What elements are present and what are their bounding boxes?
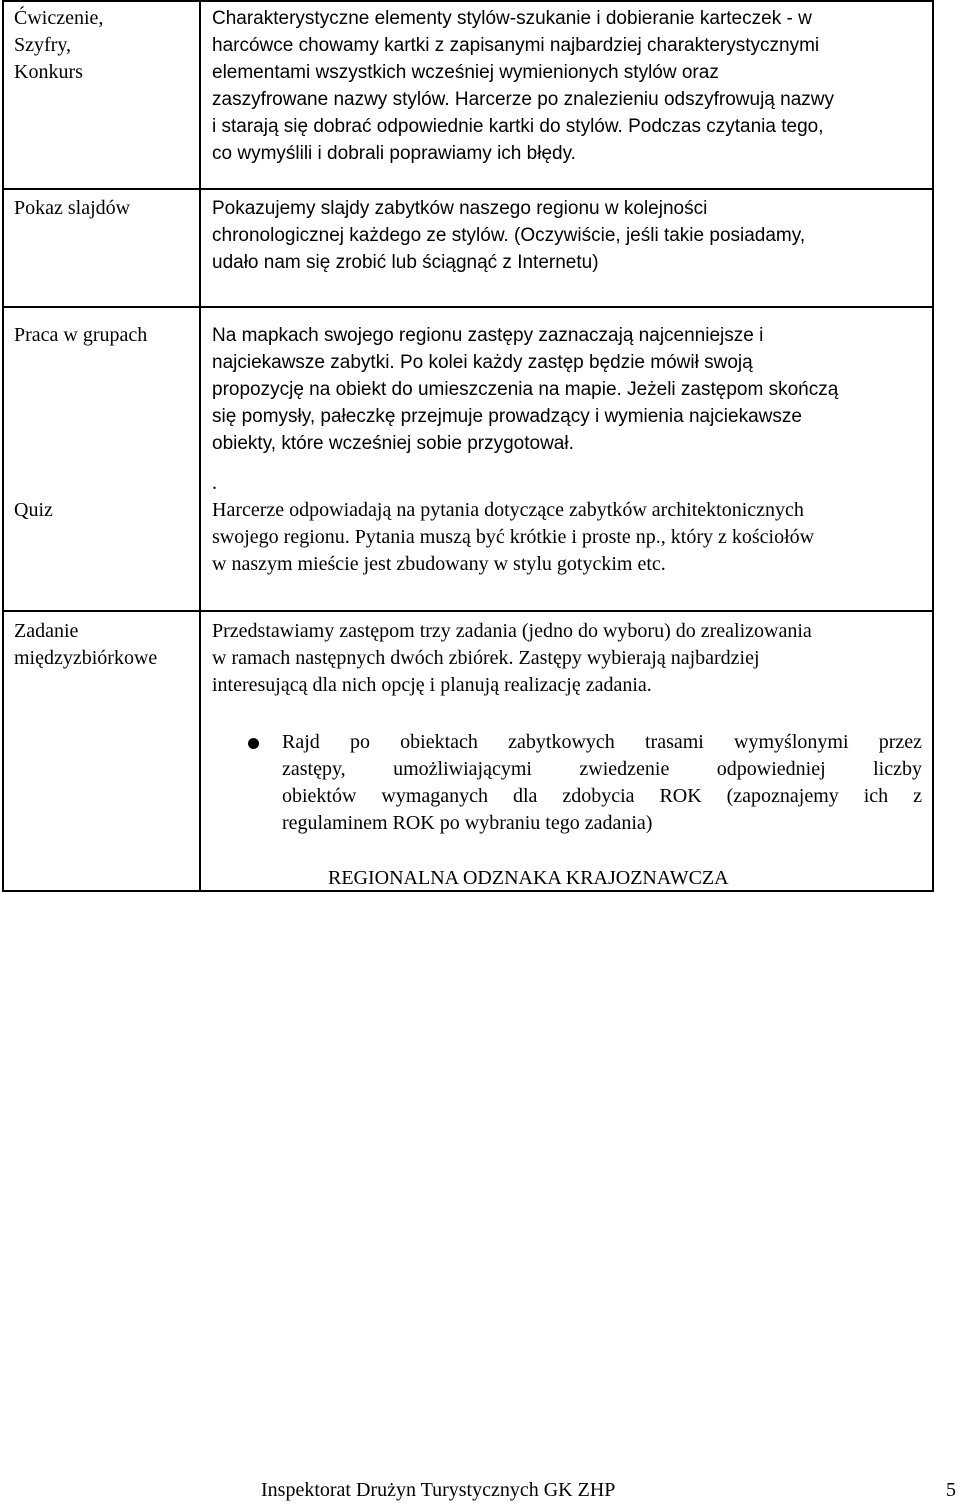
text-line: i starają się dobrać odpowiednie kartki do stylów. Podczas czytania tego, <box>212 116 824 137</box>
text-line: Rajd po obiektach zabytkowych trasami wymyślonymi przez <box>282 731 922 753</box>
text-line: propozycję na obiekt do umieszczenia na mapie. Jeżeli zastępom skończą <box>212 379 839 400</box>
text-line: udało nam się zrobić lub ściągnąć z Internetu) <box>212 252 599 273</box>
row-text-zadanie <box>212 618 924 699</box>
row-label-quiz <box>14 497 198 524</box>
table-column-divider <box>199 0 201 892</box>
trailing-dot <box>212 470 924 497</box>
page-number: 5 <box>946 1479 956 1501</box>
label-line: Szyfry, <box>14 34 72 56</box>
label-line: Praca w grupach <box>14 324 148 346</box>
text-line: Harcerze odpowiadają na pytania dotyczące zabytków architektonicznych <box>212 499 804 521</box>
footer-organization: Inspektorat Drużyn Turystycznych GK ZHP <box>261 1479 616 1501</box>
text-line: harcówce chowamy kartki z zapisanymi najbardziej charakterystycznymi <box>212 35 820 56</box>
label-line: Konkurs <box>14 61 83 83</box>
row-label-cwiczenie <box>14 5 198 86</box>
text-line: chronologicznej każdego ze stylów. (Oczywiście, jeśli takie posiadamy, <box>212 225 806 246</box>
row-divider <box>2 188 934 190</box>
row-divider <box>2 610 934 612</box>
table-border-left <box>2 0 4 892</box>
row-text-praca <box>212 322 924 457</box>
text-line: elementami wszystkich wcześniej wymienionych stylów oraz <box>212 62 719 83</box>
text-line: się pomysły, pałeczkę przejmuje prowadzący i wymienia najciekawsze <box>212 406 802 427</box>
label-line: Pokaz slajdów <box>14 197 131 219</box>
row-text-quiz <box>212 497 924 578</box>
bullet-item-rajd <box>282 729 922 837</box>
row-label-pokaz <box>14 195 198 222</box>
label-line: Zadanie <box>14 620 79 642</box>
text-line: co wymyślili i dobrali poprawiamy ich błędy. <box>212 143 576 164</box>
text-line: najciekawsze zabytki. Po kolei każdy zastęp będzie mówił swoją <box>212 352 753 373</box>
rok-note <box>328 865 729 892</box>
text-line: interesującą dla nich opcję i planują realizację zadania. <box>212 674 652 696</box>
row-divider <box>2 306 934 308</box>
label-line: międzyzbiórkowe <box>14 647 158 669</box>
text-line: obiekty, które wcześniej sobie przygotował. <box>212 433 574 454</box>
row-label-zadanie <box>14 618 198 672</box>
text-line: Przedstawiamy zastępom trzy zadania (jedno do wyboru) do zrealizowania <box>212 620 812 642</box>
row-text-pokaz <box>212 195 924 276</box>
text-line: Charakterystyczne elementy stylów-szukanie i dobieranie karteczek - w <box>212 8 812 29</box>
table-border-right <box>932 0 934 892</box>
text-line: regulaminem ROK po wybraniu tego zadania) <box>282 812 653 834</box>
text-line: w ramach następnych dwóch zbiórek. Zastępy wybierają najbardziej <box>212 647 760 669</box>
row-label-praca <box>14 322 198 349</box>
text-line: zastępy, umożliwiającymi zwiedzenie odpowiedniej liczby <box>282 758 922 780</box>
text-line: w naszym mieście jest zbudowany w stylu gotyckim etc. <box>212 553 666 575</box>
text-line: Na mapkach swojego regionu zastępy zaznaczają najcenniejsze i <box>212 325 764 346</box>
rok-note-text: REGIONALNA ODZNAKA KRAJOZNAWCZA <box>328 867 729 889</box>
bullet-icon <box>248 738 259 749</box>
table-border-top <box>2 0 934 2</box>
text-line: Pokazujemy slajdy zabytków naszego regionu w kolejności <box>212 198 708 219</box>
label-line: Quiz <box>14 499 53 521</box>
text-line: swojego regionu. Pytania muszą być krótkie i proste np., który z kościołów <box>212 526 815 548</box>
row-text-cwiczenie <box>212 5 924 167</box>
text-line: zaszyfrowane nazwy stylów. Harcerze po znalezieniu odszyfrowują nazwy <box>212 89 834 110</box>
text-line: . <box>212 472 217 494</box>
label-line: Ćwiczenie, <box>14 7 104 29</box>
text-line: obiektów wymaganych dla zdobycia ROK (zapoznajemy ich z <box>282 785 922 807</box>
